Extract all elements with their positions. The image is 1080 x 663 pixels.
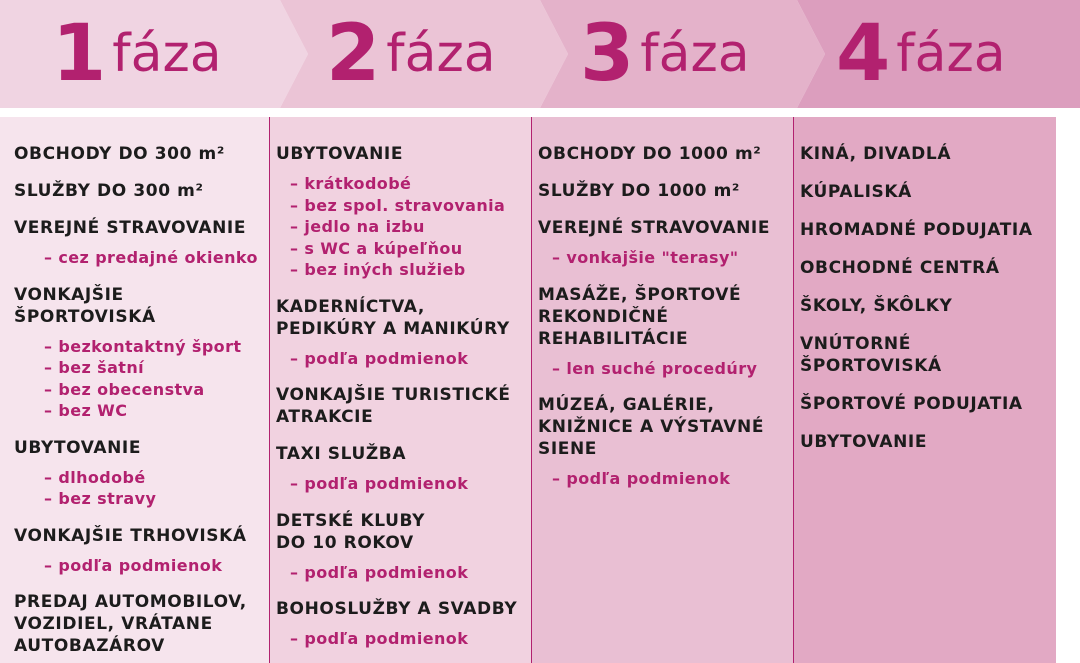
phase-3-number: 3 (580, 9, 633, 99)
category-title: TAXI SLUŽBA (276, 444, 407, 464)
condition-list (276, 348, 531, 370)
category-item (14, 217, 269, 269)
category-title: KINÁ, DIVADLÁ (800, 144, 952, 164)
category-item (538, 143, 793, 165)
condition-item: – vonkajšie "terasy" (552, 248, 739, 267)
category-item (800, 393, 1056, 415)
phase-2-heading (326, 0, 496, 108)
phase-2-number: 2 (326, 9, 379, 99)
condition-list (14, 336, 269, 422)
condition-item: – podľa podmienok (290, 474, 469, 493)
condition-list (276, 562, 531, 584)
condition-item: – podľa podmienok (290, 629, 469, 648)
condition-item: – krátkodobé (290, 174, 412, 193)
phase-1-column (0, 117, 270, 663)
condition-item: – bezkontaktný šport (44, 336, 242, 356)
condition-list (276, 628, 531, 650)
category-item (276, 384, 531, 428)
category-title: UBYTOVANIE (800, 432, 928, 452)
category-item (276, 296, 531, 370)
category-title: ŠPORTOVÉ PODUJATIA (800, 394, 1023, 414)
phase-3-column (532, 117, 794, 663)
category-item (800, 143, 1056, 165)
phase-4-word: fáza (896, 24, 1006, 84)
category-title: VONKAJŠIE TURISTICKÉ ATRAKCIE (276, 385, 511, 427)
condition-list (276, 473, 531, 495)
category-item (14, 143, 269, 165)
phase-3-heading (580, 0, 750, 108)
condition-list (538, 358, 793, 380)
category-title: VNÚTORNÉ ŠPORTOVISKÁ (800, 334, 942, 376)
category-item (538, 394, 793, 490)
category-title: VONKAJŠIE TRHOVISKÁ (14, 525, 247, 546)
condition-list (14, 555, 269, 577)
category-item (276, 510, 531, 584)
category-item (538, 180, 793, 202)
category-item (14, 180, 269, 202)
category-title: MÚZEÁ, GALÉRIE, KNIŽNICE A VÝSTAVNÉ SIENE (538, 395, 765, 459)
category-item (800, 257, 1056, 279)
category-item (538, 284, 793, 380)
condition-list (14, 467, 269, 510)
condition-item: – bez spol. stravovania (290, 195, 506, 215)
category-item (800, 181, 1056, 203)
condition-list (14, 247, 269, 269)
category-title: VEREJNÉ STRAVOVANIE (538, 218, 771, 238)
category-title: SLUŽBY DO 300 m² (14, 181, 204, 201)
condition-item: – jedlo na izbu (290, 217, 425, 236)
category-item (276, 443, 531, 495)
category-title: UBYTOVANIE (276, 144, 404, 164)
category-item (800, 333, 1056, 377)
category-title: OBCHODY DO 1000 m² (538, 144, 762, 164)
category-item (800, 295, 1056, 317)
phase-4-column (794, 117, 1056, 663)
condition-item: – s WC a kúpeľňou (290, 238, 463, 258)
phase-2-column (270, 117, 532, 663)
condition-item: – bez obecenstva (44, 379, 205, 399)
category-title: KÚPALISKÁ (800, 182, 912, 202)
category-item (276, 143, 531, 281)
phase-header-bar (0, 0, 1080, 108)
category-title: VONKAJŠIE ŠPORTOVISKÁ (14, 284, 156, 327)
category-title: HROMADNÉ PODUJATIA (800, 220, 1033, 240)
condition-item: – podľa podmienok (552, 469, 731, 488)
phase-3-word: fáza (640, 24, 750, 84)
condition-item: – bez stravy (44, 489, 157, 508)
category-item (14, 437, 269, 510)
condition-item: – podľa podmienok (290, 348, 469, 368)
category-item (276, 598, 531, 650)
phase-1-heading (52, 0, 222, 108)
phase-1-word: fáza (112, 24, 222, 84)
condition-list (276, 173, 531, 281)
phase-4-number: 4 (836, 9, 889, 99)
condition-item: – len suché procedúry (552, 358, 758, 378)
category-item (800, 431, 1056, 453)
category-title: DETSKÉ KLUBY DO 10 ROKOV (276, 510, 426, 553)
category-title: BOHOSLUŽBY A SVADBY (276, 599, 518, 619)
phase-1-number: 1 (52, 9, 105, 99)
category-title: UBYTOVANIE (14, 437, 142, 458)
category-item (14, 591, 269, 657)
category-item (800, 219, 1056, 241)
condition-item: – bez iných služieb (290, 260, 466, 279)
condition-item: – dlhodobé (44, 467, 146, 487)
category-title: SLUŽBY DO 1000 m² (538, 181, 740, 201)
category-title: PREDAJ AUTOMOBILOV, VOZIDIEL, VRÁTANE AUTOBAZÁROV (14, 592, 247, 656)
category-item (14, 525, 269, 577)
category-title: MASÁŽE, ŠPORTOVÉ REKONDIČNÉ REHABILITÁCIE (538, 284, 742, 349)
condition-item: – cez predajné okienko (44, 248, 258, 267)
phase-4-heading (836, 0, 1006, 108)
condition-item: – bez šatní (44, 358, 145, 377)
condition-item: – podľa podmienok (290, 562, 469, 582)
category-title: OBCHODY DO 300 m² (14, 144, 225, 164)
condition-item: – bez WC (44, 401, 128, 420)
condition-item: – podľa podmienok (44, 555, 223, 575)
condition-list (538, 468, 793, 490)
category-item (538, 217, 793, 269)
category-title: OBCHODNÉ CENTRÁ (800, 258, 1000, 278)
category-item (14, 284, 269, 422)
category-title: KADERNÍCTVA, PEDIKÚRY A MANIKÚRY (276, 296, 510, 339)
condition-list (538, 247, 793, 269)
phase-2-word: fáza (386, 24, 496, 84)
category-title: ŠKOLY, ŠKÔLKY (800, 296, 953, 316)
category-title: VEREJNÉ STRAVOVANIE (14, 218, 247, 238)
